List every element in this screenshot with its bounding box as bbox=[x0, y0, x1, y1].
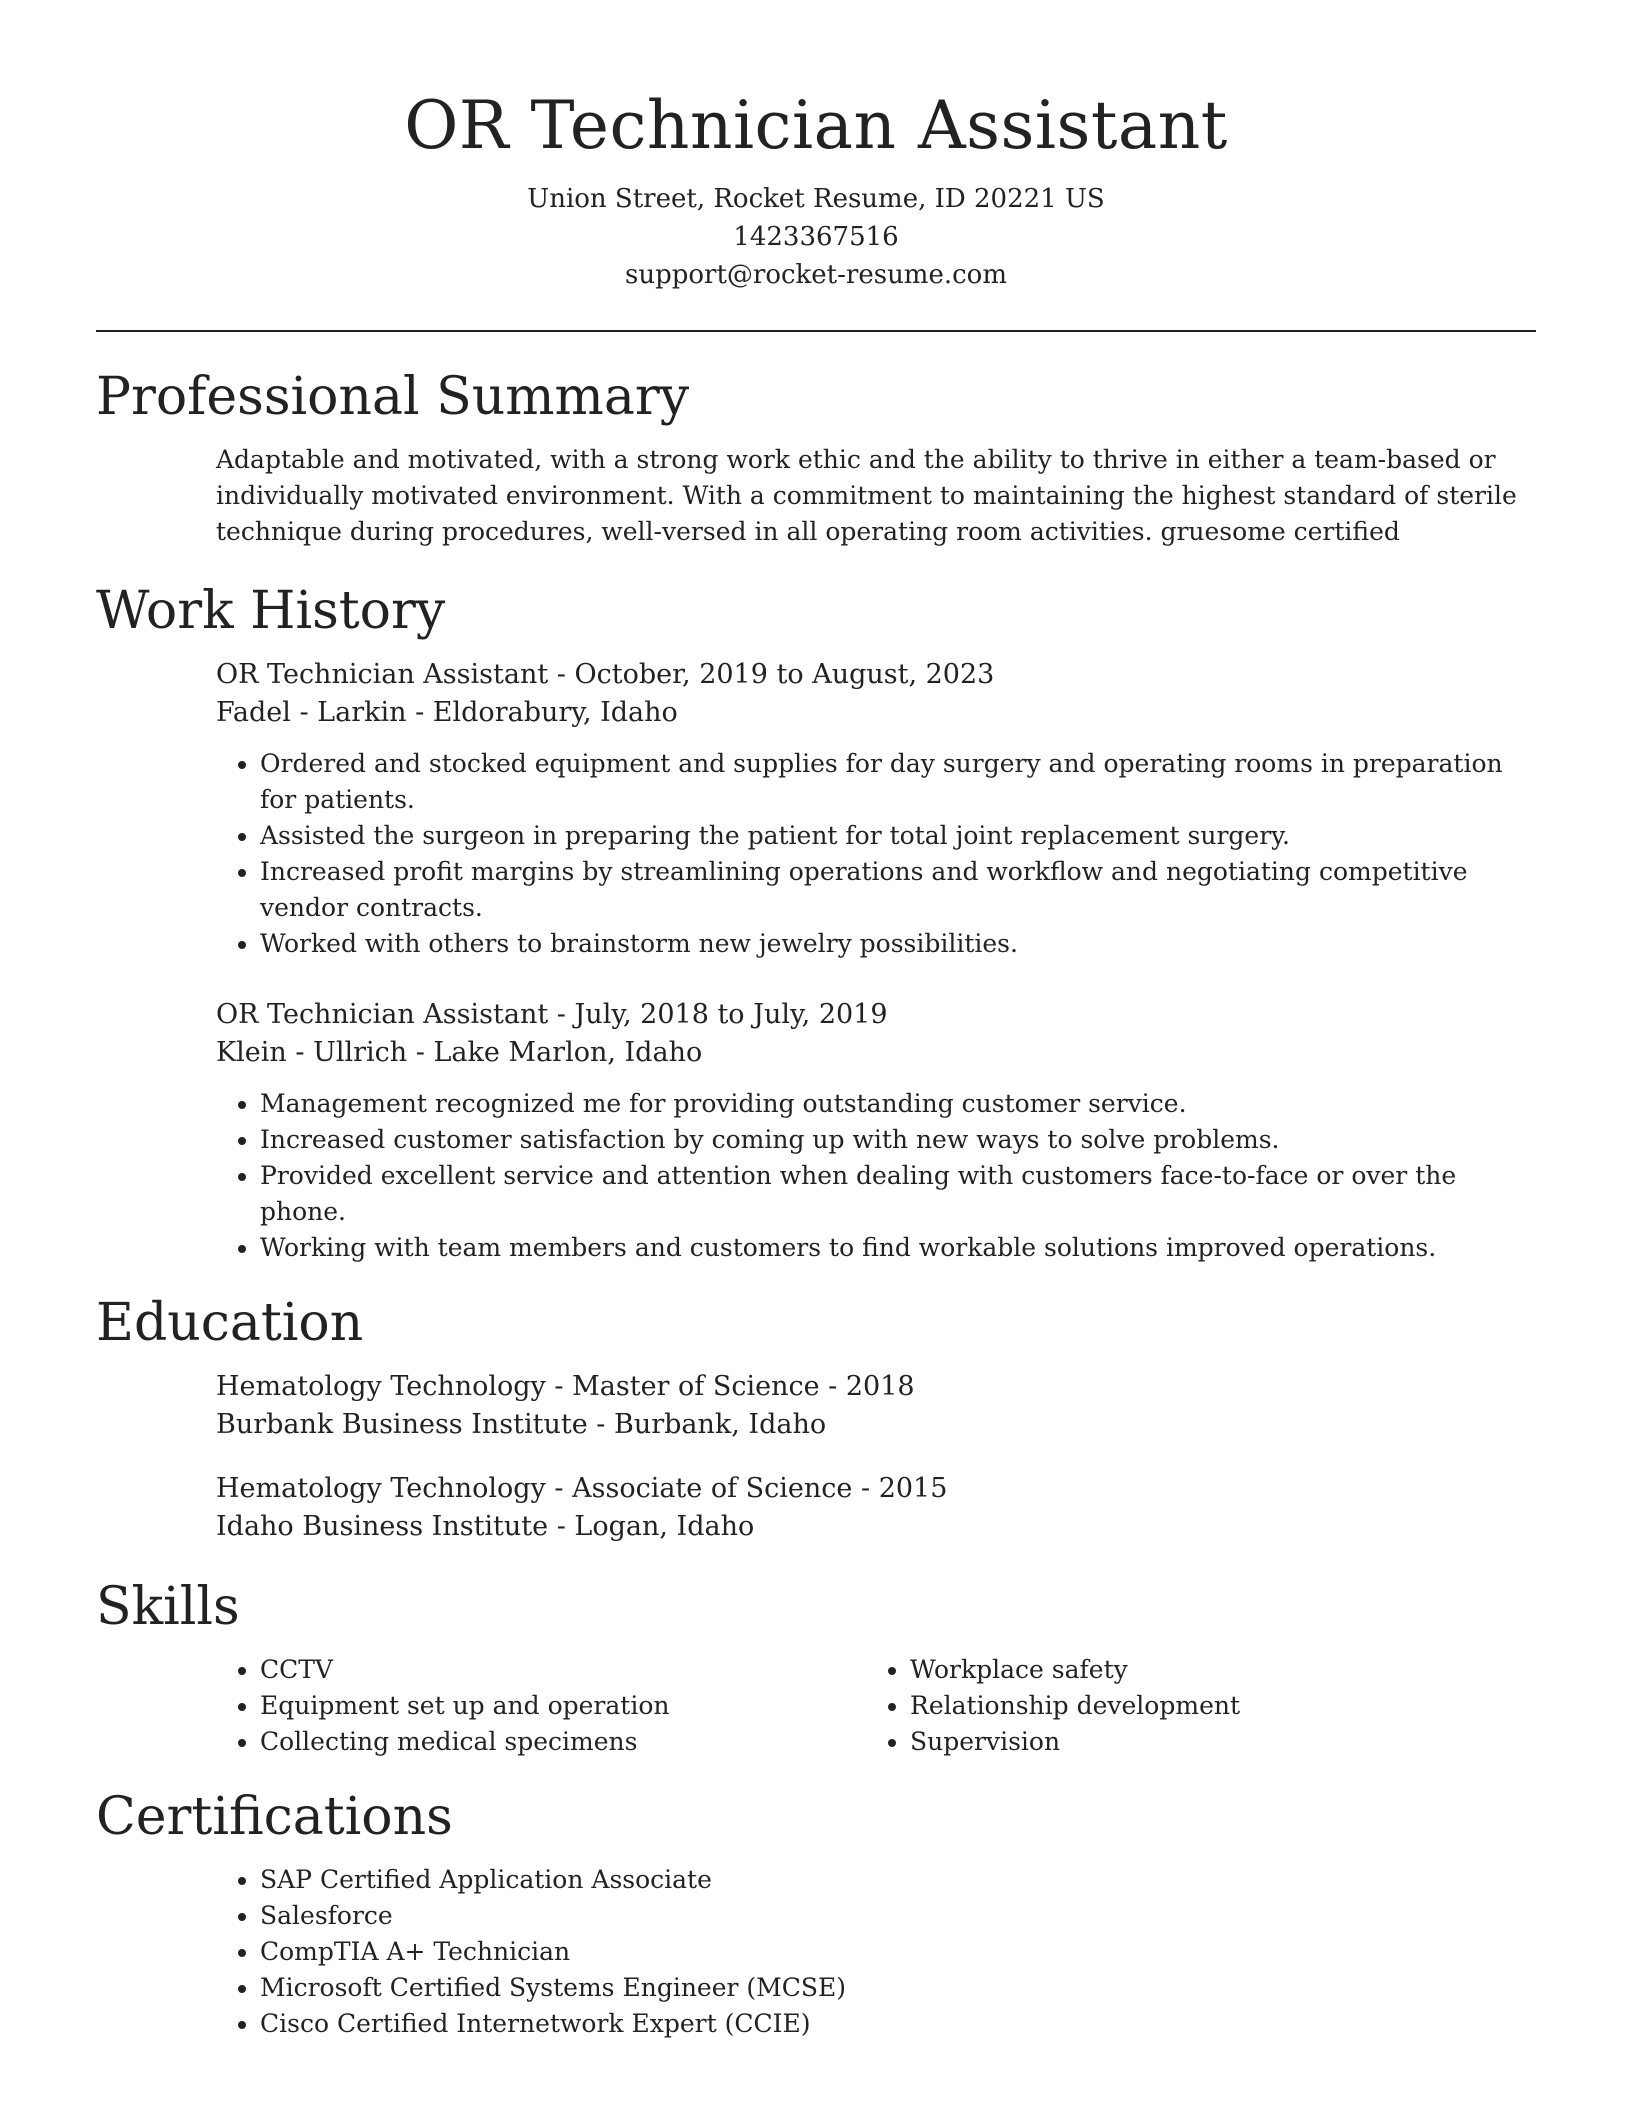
contact-address: Union Street, Rocket Resume, ID 20221 US bbox=[527, 184, 1105, 214]
education-school: Idaho Business Institute bbox=[216, 1511, 549, 1542]
education-location: - Burbank, Idaho bbox=[587, 1409, 827, 1440]
job-bullets bbox=[216, 746, 1536, 962]
certification-item: • SAP Certified Application Associate bbox=[260, 1862, 1536, 1898]
job-bullet: • Worked with others to brainstorm new jewelry possibilities. bbox=[260, 926, 1536, 962]
job-bullet: • Ordered and stocked equipment and supplies for day surgery and operating rooms in preparation for patients. bbox=[260, 746, 1536, 818]
certifications-body bbox=[216, 1862, 1536, 2042]
education-school: Burbank Business Institute bbox=[216, 1409, 588, 1440]
skills-list-left bbox=[216, 1652, 866, 1760]
education-field: Hematology Technology bbox=[216, 1473, 546, 1504]
skill-item: • Workplace safety bbox=[910, 1652, 1516, 1688]
job-title-line bbox=[216, 996, 1536, 1034]
certification-item: • CompTIA A+ Technician bbox=[260, 1934, 1536, 1970]
job-location: - Lake Marlon, Idaho bbox=[407, 1037, 703, 1068]
job-dates: - October, 2019 to August, 2023 bbox=[548, 659, 995, 690]
summary-heading: Professional Summary bbox=[96, 367, 690, 427]
certification-item: • Cisco Certified Internetwork Expert (CCIE) bbox=[260, 2006, 1536, 2042]
education-entry bbox=[216, 1470, 1536, 1546]
skill-item: • Collecting medical specimens bbox=[260, 1724, 866, 1760]
resume-name: OR Technician Assistant bbox=[404, 87, 1228, 164]
summary-section bbox=[96, 362, 1536, 550]
job-bullet: • Assisted the surgeon in preparing the patient for total joint replacement surgery. bbox=[260, 818, 1536, 854]
education-degree-line bbox=[216, 1470, 1536, 1508]
job-title: OR Technician Assistant bbox=[216, 659, 549, 690]
job-title-line bbox=[216, 656, 1536, 694]
certifications-section bbox=[96, 1782, 1536, 2042]
education-entry bbox=[216, 1368, 1536, 1444]
skills-list-right bbox=[866, 1652, 1516, 1760]
certifications-list bbox=[216, 1862, 1536, 2042]
skill-item: • CCTV bbox=[260, 1652, 866, 1688]
education-degree-line bbox=[216, 1368, 1536, 1406]
skill-item: • Supervision bbox=[910, 1724, 1516, 1760]
skill-item: • Equipment set up and operation bbox=[260, 1688, 866, 1724]
skills-heading: Skills bbox=[96, 1577, 240, 1637]
skills-body bbox=[216, 1652, 1536, 1760]
education-year: - 2018 bbox=[819, 1371, 915, 1402]
job-location: - Eldorabury, Idaho bbox=[406, 697, 678, 728]
education-school-line bbox=[216, 1406, 1536, 1444]
header-divider bbox=[96, 330, 1536, 332]
certification-item: • Salesforce bbox=[260, 1898, 1536, 1934]
education-degree: - Master of Science bbox=[545, 1371, 820, 1402]
job-entry bbox=[216, 656, 1536, 962]
education-school-line bbox=[216, 1508, 1536, 1546]
job-bullet: • Increased profit margins by streamlining operations and workflow and negotiating competitive vendor contracts. bbox=[260, 854, 1536, 926]
contact-email: support@rocket-resume.com bbox=[624, 260, 1007, 290]
work-body bbox=[216, 656, 1536, 1266]
resume-header bbox=[96, 0, 1536, 294]
job-bullet: • Working with team members and customers to find workable solutions improved operations. bbox=[260, 1230, 1536, 1266]
job-company-line bbox=[216, 1034, 1536, 1072]
job-title: OR Technician Assistant bbox=[216, 999, 549, 1030]
education-degree: - Associate of Science bbox=[545, 1473, 853, 1504]
job-dates: - July, 2018 to July, 2019 bbox=[548, 999, 888, 1030]
skill-item: • Relationship development bbox=[910, 1688, 1516, 1724]
job-bullet: • Management recognized me for providing outstanding customer service. bbox=[260, 1086, 1536, 1122]
skills-grid bbox=[216, 1652, 1536, 1760]
contact-block bbox=[96, 180, 1536, 294]
education-year: - 2015 bbox=[852, 1473, 948, 1504]
summary-body bbox=[216, 442, 1536, 550]
skills-section bbox=[96, 1572, 1536, 1760]
work-heading: Work History bbox=[96, 581, 446, 641]
job-bullet: • Increased customer satisfaction by coming up with new ways to solve problems. bbox=[260, 1122, 1536, 1158]
job-bullets bbox=[216, 1086, 1536, 1266]
certification-item: • Microsoft Certified Systems Engineer (MCSE) bbox=[260, 1970, 1536, 2006]
work-section bbox=[96, 576, 1536, 1266]
education-location: - Logan, Idaho bbox=[548, 1511, 755, 1542]
job-company: Fadel - Larkin bbox=[216, 697, 407, 728]
certifications-heading: Certifications bbox=[96, 1787, 453, 1847]
education-heading: Education bbox=[96, 1293, 364, 1353]
summary-text: Adaptable and motivated, with a strong work ethic and the ability to thrive in either a team-based or individually motivated environment. With a commitment to maintaining the highest standard of sterile technique during procedures, well-versed in all operating room activities. gruesome certified bbox=[216, 445, 1517, 546]
contact-phone: 1423367516 bbox=[733, 222, 899, 252]
education-section bbox=[96, 1288, 1536, 1546]
job-entry bbox=[216, 996, 1536, 1266]
resume-page bbox=[96, 0, 1536, 2042]
job-company-line bbox=[216, 694, 1536, 732]
job-bullet: • Provided excellent service and attention when dealing with customers face-to-face or over the phone. bbox=[260, 1158, 1536, 1230]
job-company: Klein - Ullrich bbox=[216, 1037, 408, 1068]
education-field: Hematology Technology bbox=[216, 1371, 546, 1402]
education-body bbox=[216, 1368, 1536, 1546]
